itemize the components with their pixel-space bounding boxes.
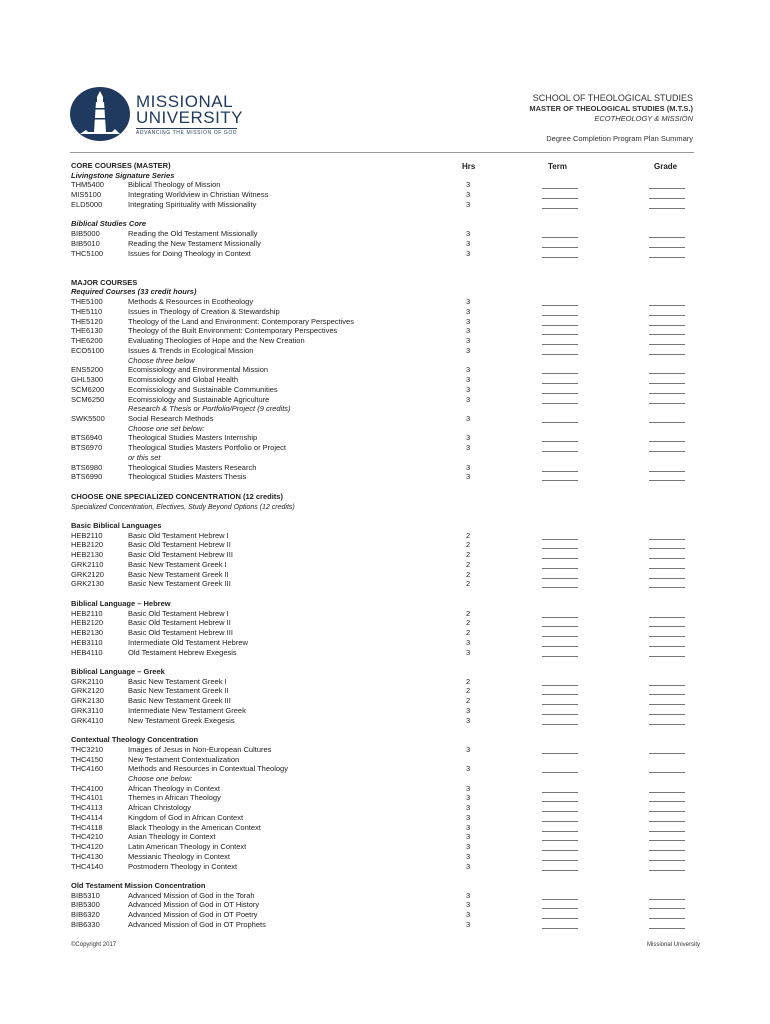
course-title: Images of Jesus in Non-European Cultures [128,744,272,754]
course-code: THC4210 [71,832,104,842]
course-row [71,696,691,706]
credit-hours: 2 [466,618,471,628]
course-row [71,570,691,580]
section-label: CORE COURSES (MASTER) [71,161,171,170]
credit-hours: 3 [466,647,471,657]
course-title: Integrating Worldview in Christian Witness [128,190,269,200]
course-title: Social Research Methods [128,413,214,423]
credit-hours: 3 [466,919,471,929]
copyright: ©Copyright 2017 [71,942,117,948]
credit-hours: 3 [466,433,471,443]
course-code: BTS6970 [71,443,103,453]
course-title: Basic New Testament Greek III [128,579,231,589]
term-blank[interactable] [542,772,578,773]
course-title: Black Theology in the American Context [128,822,261,832]
credit-hours: 3 [466,180,471,190]
grade-blank[interactable] [649,354,685,355]
course-title: Ecomissiology and Environmental Mission [128,365,269,375]
credit-hours: 2 [466,530,471,540]
course-code: ECO5100 [71,345,104,355]
course-title: Methods & Resources in Ecotheology [128,297,254,307]
course-title: Basic Old Testament Hebrew III [128,550,233,560]
course-row [71,823,691,833]
course-code: THC4101 [71,793,104,803]
course-code: GRK2110 [71,676,104,686]
course-code: MIS5100 [71,190,102,200]
course-title: Issues for Doing Theology in Context [128,248,251,258]
course-row [71,472,691,482]
course-row [71,531,691,541]
credit-hours: 2 [466,550,471,560]
credit-hours: 2 [466,569,471,579]
course-row [71,414,691,424]
credit-hours: 2 [466,540,471,550]
course-row [71,200,691,210]
course-row [71,745,691,755]
credit-hours: 2 [466,676,471,686]
footer-brand: Missional University [646,942,700,948]
course-title: New Testament Greek Exegesis [128,715,235,725]
credit-hours: 3 [466,910,471,920]
course-title: African Christology [128,803,191,813]
term-blank[interactable] [542,928,578,929]
term-blank[interactable] [542,480,578,481]
course-code: GRK2120 [71,686,104,696]
course-row [71,618,691,628]
course-code: GRK2130 [71,696,104,706]
subsection-heading [71,219,146,229]
course-title: Integrating Spirituality with Missionality [128,199,257,209]
section-label: Biblical Studies Core [71,219,147,229]
credit-hours: 3 [466,297,471,307]
course-code: THC4120 [71,842,104,852]
course-row [71,716,691,726]
course-title: Basic Old Testament Hebrew I [128,608,229,618]
course-code: ELD5000 [71,199,103,209]
course-code: THC4118 [71,822,103,832]
credit-hours: 3 [466,336,471,346]
course-title: Basic Old Testament Hebrew III [128,628,233,638]
course-row [71,628,691,638]
grade-blank[interactable] [649,451,685,452]
brand-name-line1: MISSIONAL [136,92,234,111]
section-label: Biblical Language – Hebrew [71,598,171,608]
course-row [71,550,691,560]
section-label: Required Courses (33 credit hours) [71,287,197,297]
course-row [71,463,691,473]
credit-hours: 3 [466,238,471,248]
course-code: BTS6990 [71,472,103,482]
credit-hours: 3 [466,793,471,803]
grade-blank[interactable] [649,480,685,481]
credit-hours: 3 [466,822,471,832]
course-code: THC3210 [71,744,104,754]
course-row [71,803,691,813]
course-code: THE5120 [71,316,103,326]
course-title: Basic New Testament Greek II [128,686,229,696]
program-name: MASTER OF THEOLOGICAL STUDIES (M.T.S.) [529,104,693,113]
course-title: Ecomissiology and Sustainable Communities [128,384,278,394]
subsection-heading [71,667,165,677]
credit-hours: 3 [466,462,471,472]
section-label: Livingstone Signature Series [71,170,175,180]
term-blank[interactable] [542,354,578,355]
course-code: BIB5310 [71,890,100,900]
credit-hours: 3 [466,365,471,375]
term-blank[interactable] [542,451,578,452]
course-row [71,346,691,356]
credit-hours: 3 [466,705,471,715]
grade-blank[interactable] [649,928,685,929]
course-row [71,317,691,327]
column-header-term: Term [548,162,567,171]
credit-hours: 3 [466,832,471,842]
section-label: MAJOR COURSES [71,277,138,287]
credit-hours: 3 [466,842,471,852]
course-title: Intermediate New Testament Greek [128,705,246,715]
credit-hours: 3 [466,306,471,316]
course-code: HEB2110 [71,530,103,540]
note-text: Choose three below [128,355,195,365]
course-title: Messianic Theology in Context [128,851,230,861]
course-code: GRK2130 [71,579,104,589]
note-text: Research & Thesis or Portfolio/Project (9 credits) [128,404,291,414]
grade-blank[interactable] [649,656,685,657]
university-logo [70,86,244,142]
course-row [71,239,691,249]
course-title: Issues & Trends in Ecological Mission [128,345,254,355]
course-row [71,560,691,570]
credit-hours: 3 [466,472,471,482]
course-row [71,540,691,550]
course-row [71,638,691,648]
course-title: Advanced Mission of God in OT Poetry [128,910,258,920]
course-row [71,891,691,901]
course-row [71,297,691,307]
credit-hours: 3 [466,764,471,774]
course-title: Issues in Theology of Creation & Stewardship [128,306,280,316]
credit-hours: 2 [466,608,471,618]
course-code: HEB2130 [71,550,104,560]
course-title: New Testament Contextualization [128,754,240,764]
course-code: BIB6320 [71,910,100,920]
term-blank[interactable] [542,656,578,657]
course-title: Intermediate Old Testament Hebrew [128,637,248,647]
subsection-heading [71,599,171,609]
course-row [71,706,691,716]
course-code: BTS6940 [71,433,103,443]
credit-hours: 2 [466,686,471,696]
course-row [71,677,691,687]
course-code: THC4100 [71,783,104,793]
course-row [71,813,691,823]
credit-hours: 3 [466,345,471,355]
course-code: HEB2120 [71,618,104,628]
course-title: Theological Studies Masters Research [128,462,257,472]
course-title: Advanced Mission of God in OT Prophets [128,919,266,929]
note-text: or this set [128,452,161,462]
grade-blank[interactable] [649,772,685,773]
course-code: BIB5010 [71,238,100,248]
course-title: Reading the New Testament Missionally [128,238,261,248]
course-title: Advanced Mission of God in the Torah [128,890,255,900]
course-title: Advanced Mission of God in OT History [128,900,260,910]
course-code: GRK3110 [71,705,104,715]
course-code: THE5110 [71,306,103,316]
course-row [71,395,691,405]
lighthouse-emblem-icon [70,86,132,142]
credit-hours: 3 [466,861,471,871]
course-code: SCM6250 [71,394,105,404]
course-row [71,832,691,842]
course-code: SCM6200 [71,384,105,394]
term-blank[interactable] [542,422,578,423]
credit-hours: 3 [466,190,471,200]
course-title: Ecomissiology and Sustainable Agriculture [128,394,270,404]
credit-hours: 3 [466,803,471,813]
subsection-heading [71,502,295,512]
course-title: Basic Old Testament Hebrew I [128,530,229,540]
course-code: BIB6330 [71,919,100,929]
section-label: CHOOSE ONE SPECIALIZED CONCENTRATION (12 credits) [71,491,283,501]
school-name: SCHOOL OF THEOLOGICAL STUDIES [532,93,693,103]
subsection-heading [71,171,174,181]
course-code: THE6200 [71,336,103,346]
credit-hours: 3 [466,744,471,754]
course-row [71,326,691,336]
credit-hours: 3 [466,637,471,647]
course-title: Theology of the Built Environment: Contemporary Perspectives [128,326,338,336]
credit-hours: 2 [466,559,471,569]
course-code: THC5100 [71,248,104,258]
course-code: THC4114 [71,812,103,822]
grade-blank[interactable] [649,870,685,871]
course-row [71,180,691,190]
credit-hours: 3 [466,384,471,394]
course-row [71,648,691,658]
course-row [71,190,691,200]
course-code: HEB2130 [71,628,104,638]
grade-blank[interactable] [649,587,685,588]
course-row [71,385,691,395]
credit-hours: 3 [466,900,471,910]
course-title: Postmodern Theology in Context [128,861,238,871]
document-title: Degree Completion Program Plan Summary [546,134,693,143]
course-row [71,842,691,852]
column-header-grade: Grade [654,162,678,171]
column-header-hrs: Hrs [462,162,476,171]
course-title: Theology of the Land and Environment: Contemporary Perspectives [128,316,354,326]
course-code: GHL5300 [71,375,104,385]
section-label: Basic Biblical Languages [71,521,162,530]
course-row [71,764,691,774]
course-title: Basic New Testament Greek I [128,559,227,569]
course-code: HEB2120 [71,540,104,550]
course-title: Ecomissiology and Global Health [128,375,239,385]
course-code: THC4150 [71,754,104,764]
section-label: Old Testament Mission Concentration [71,881,206,891]
course-title: Themes in African Theology [128,793,221,803]
course-row [71,755,691,765]
term-blank[interactable] [542,208,578,209]
credit-hours: 3 [466,715,471,725]
section-label: Contextual Theology Concentration [71,735,199,745]
term-blank[interactable] [542,257,578,258]
course-row [71,336,691,346]
course-row [71,365,691,375]
course-code: HEB4110 [71,647,103,657]
grade-blank[interactable] [649,403,685,404]
credit-hours: 3 [466,326,471,336]
term-blank[interactable] [542,870,578,871]
course-code: HEB2110 [71,608,103,618]
credit-hours: 3 [466,229,471,239]
subsection-heading [71,521,161,531]
course-title: Theological Studies Masters Portfolio or Project [128,443,286,453]
header-divider [70,152,694,153]
course-row [71,793,691,803]
course-row [71,443,691,453]
course-row [71,920,691,930]
credit-hours: 3 [466,890,471,900]
section-heading [71,161,171,171]
course-title: Asian Theology in Context [128,832,216,842]
concentration-name: ECOTHEOLOGY & MISSION [594,114,693,123]
subsection-heading [71,735,198,745]
course-row [71,579,691,589]
credit-hours: 2 [466,628,471,638]
course-title: Methods and Resources in Contextual Theology [128,764,288,774]
grade-blank[interactable] [649,208,685,209]
course-code: THM5400 [71,180,104,190]
grade-blank[interactable] [649,724,685,725]
course-title: Theological Studies Masters Thesis [128,472,247,482]
credit-hours: 2 [466,579,471,589]
course-title: Theological Studies Masters Internship [128,433,258,443]
course-title: Reading the Old Testament Missionally [128,229,258,239]
brand-name-line2: UNIVERSITY [136,108,244,127]
course-code: SWK5500 [71,413,105,423]
section-label: Specialized Concentration, Electives, Study Beyond Options (12 credits) [71,503,295,511]
course-code: GRK2120 [71,569,104,579]
course-code: THC4140 [71,861,104,871]
course-code: THE6130 [71,326,103,336]
course-row [71,910,691,920]
course-code: BIB5000 [71,229,100,239]
course-title: Evaluating Theologies of Hope and the New Creation [128,336,305,346]
course-row [71,229,691,239]
course-row [71,686,691,696]
credit-hours: 3 [466,783,471,793]
section-heading [71,278,137,288]
subsection-heading [71,881,205,891]
credit-hours: 3 [466,413,471,423]
course-code: HEB3110 [71,637,103,647]
course-title: African Theology in Context [128,783,220,793]
credit-hours: 3 [466,316,471,326]
credit-hours: 3 [466,812,471,822]
course-row [71,852,691,862]
course-title: Biblical Theology of Mission [128,180,221,190]
course-title: Latin American Theology in Context [128,842,247,852]
course-code: BTS6980 [71,462,103,472]
course-row [71,609,691,619]
course-code: THE5100 [71,297,103,307]
course-title: Old Testament Hebrew Exegesis [128,647,237,657]
section-label: Biblical Language – Greek [71,666,165,676]
credit-hours: 3 [466,394,471,404]
course-row [71,375,691,385]
course-code: THC4130 [71,851,104,861]
course-code: GRK4110 [71,715,104,725]
course-title: Basic New Testament Greek I [128,676,227,686]
course-row [71,433,691,443]
course-code: THC4113 [71,803,103,813]
subsection-heading [71,287,196,297]
course-row [71,862,691,872]
course-title: Kingdom of God in African Context [128,812,244,822]
course-code: ENS5200 [71,365,104,375]
credit-hours: 3 [466,443,471,453]
credit-hours: 3 [466,851,471,861]
course-row [71,784,691,794]
section-heading [71,492,283,502]
term-blank[interactable] [542,587,578,588]
grade-blank[interactable] [649,422,685,423]
course-code: THC4160 [71,764,104,774]
course-title: Basic New Testament Greek II [128,569,229,579]
course-title: Basic Old Testament Hebrew II [128,618,231,628]
credit-hours: 2 [466,696,471,706]
course-row [71,249,691,259]
course-row [71,900,691,910]
course-title: Basic New Testament Greek III [128,696,231,706]
grade-blank[interactable] [649,257,685,258]
course-row [71,307,691,317]
term-blank[interactable] [542,403,578,404]
credit-hours: 3 [466,199,471,209]
credit-hours: 3 [466,375,471,385]
credit-hours: 3 [466,248,471,258]
note-text: Choose one set below: [128,423,205,433]
course-code: GRK2110 [71,559,104,569]
course-code: BIB5300 [71,900,100,910]
note-text: Choose one below: [128,773,193,783]
term-blank[interactable] [542,724,578,725]
brand-tagline: ADVANCING THE MISSION OF GOD [136,130,238,136]
course-title: Basic Old Testament Hebrew II [128,540,231,550]
